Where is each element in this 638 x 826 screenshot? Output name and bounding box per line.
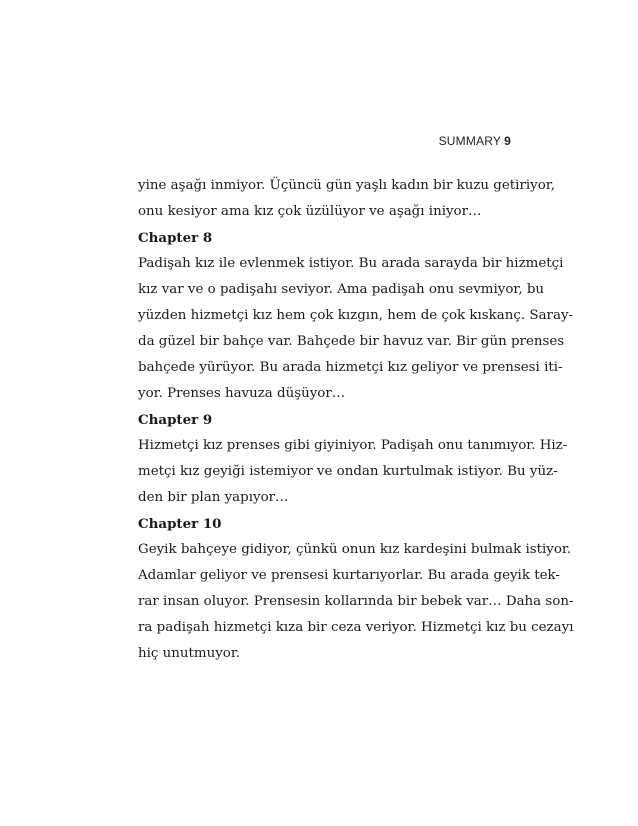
chapter-heading: Chapter 10 (138, 516, 222, 532)
body-line: Adamlar geliyor ve prensesi kurtarıyorlar. Bu arada geyik tek- (138, 568, 560, 583)
chapter-heading: Chapter 8 (138, 230, 213, 246)
body-line: da güzel bir bahçe var. Bahçede bir havuz var. Bir gün prenses (138, 334, 565, 349)
body-line: Geyik bahçeye gidiyor, çünkü onun kız kardeşini bulmak istiyor. (138, 542, 572, 557)
body-line: metçi kız geyiği istemiyor ve ondan kurtulmak istiyor. Bu yüz- (138, 464, 558, 479)
body-line: hiç unutmuyor. (138, 646, 241, 661)
chapter-heading: Chapter 9 (138, 412, 213, 428)
header-label: SUMMARY (438, 134, 502, 148)
body-line: Padişah kız ile evlenmek istiyor. Bu arada sarayda bir hizmetçi (138, 256, 564, 271)
body-line: bahçede yürüyor. Bu arada hizmetçi kız geliyor ve prensesi iti- (138, 360, 563, 375)
body-line: den bir plan yapıyor… (138, 490, 289, 505)
body-line: yor. Prenses havuza düşüyor… (138, 386, 346, 401)
body-line: rar insan oluyor. Prensesin kollarında bir bebek var… Daha son- (138, 594, 574, 609)
body-line: onu kesiyor ama kız çok üzülüyor ve aşağı iniyor… (138, 204, 482, 219)
body-line: yine aşağı inmiyor. Üçüncü gün yaşlı kadın bir kuzu getiriyor, (138, 178, 555, 193)
page-number: 9 (504, 134, 511, 148)
body-line: kız var ve o padişahı seviyor. Ama padişah onu sevmiyor, bu (138, 282, 545, 297)
body-text (138, 173, 574, 667)
body-line: yüzden hizmetçi kız hem çok kızgın, hem de çok kıskanç. Saray- (138, 308, 574, 323)
body-line: ra padişah hizmetçi kıza bir ceza veriyor. Hizmetçi kız bu cezayı (138, 620, 574, 635)
body-line: Hizmetçi kız prenses gibi giyiniyor. Padişah onu tanımıyor. Hiz- (138, 438, 568, 453)
running-header (439, 134, 511, 148)
